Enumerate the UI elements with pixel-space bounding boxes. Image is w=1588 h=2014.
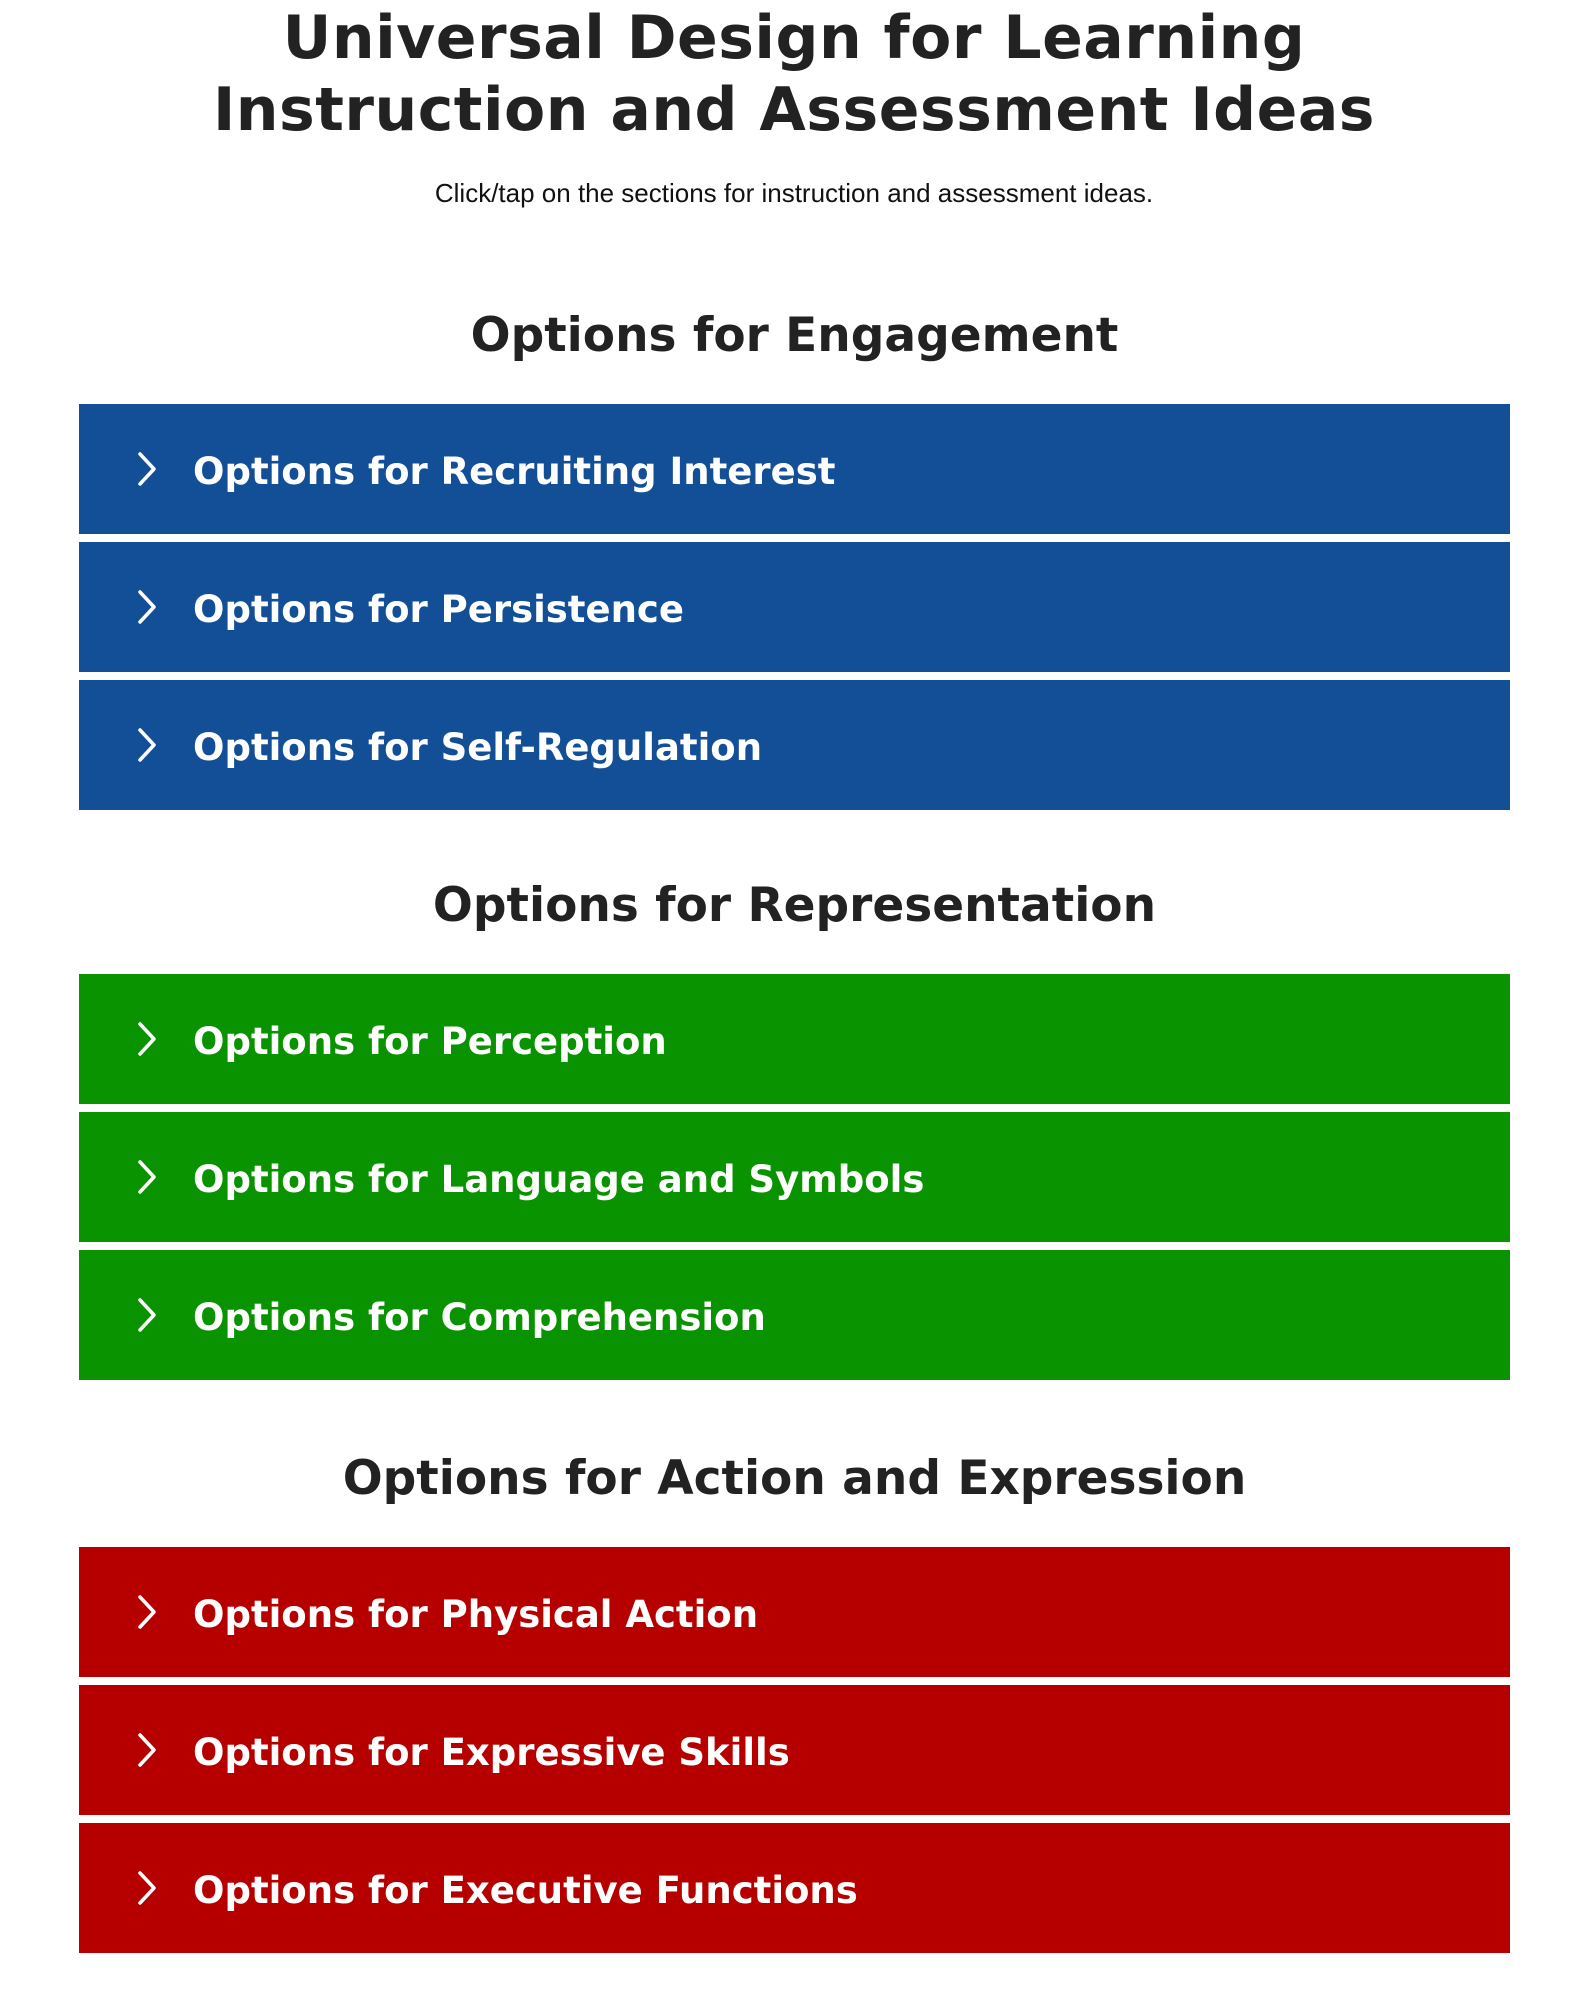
- page-title: [0, 2, 1588, 146]
- accordion-label: Options for Language and Symbols: [193, 1158, 925, 1201]
- accordion-label: Options for Comprehension: [193, 1296, 766, 1339]
- section-engagement: [79, 306, 1510, 818]
- accordion-executive-functions[interactable]: [79, 1823, 1510, 1953]
- accordion-physical-action[interactable]: [79, 1547, 1510, 1677]
- page-subtitle: Click/tap on the sections for instruction and assessment ideas.: [434, 178, 1154, 208]
- chevron-right-icon: [131, 1870, 163, 1906]
- accordion-label: Options for Recruiting Interest: [193, 450, 836, 493]
- chevron-right-icon: [131, 589, 163, 625]
- accordion-self-regulation[interactable]: [79, 680, 1510, 810]
- accordion-label: Options for Persistence: [193, 588, 684, 631]
- chevron-right-icon: [131, 1297, 163, 1333]
- accordion-label: Options for Self-Regulation: [193, 726, 763, 769]
- chevron-right-icon: [131, 727, 163, 763]
- accordion-language-and-symbols[interactable]: [79, 1112, 1510, 1242]
- page-title-line-1: Universal Design for Learning: [282, 3, 1306, 73]
- accordion-label: Options for Executive Functions: [193, 1869, 858, 1912]
- chevron-right-icon: [131, 1159, 163, 1195]
- section-heading-engagement: Options for Engagement: [470, 308, 1119, 363]
- chevron-right-icon: [131, 451, 163, 487]
- accordion-label: Options for Perception: [193, 1020, 667, 1063]
- accordion-recruiting-interest[interactable]: [79, 404, 1510, 534]
- accordion-label: Options for Physical Action: [193, 1593, 759, 1636]
- accordion-expressive-skills[interactable]: [79, 1685, 1510, 1815]
- accordion-persistence[interactable]: [79, 542, 1510, 672]
- accordion-perception[interactable]: [79, 974, 1510, 1104]
- section-heading-representation: Options for Representation: [432, 878, 1157, 933]
- chevron-right-icon: [131, 1021, 163, 1057]
- section-action-and-expression: [79, 1449, 1510, 1961]
- section-representation: [79, 876, 1510, 1388]
- chevron-right-icon: [131, 1594, 163, 1630]
- accordion-comprehension[interactable]: [79, 1250, 1510, 1380]
- accordion-label: Options for Expressive Skills: [193, 1731, 790, 1774]
- chevron-right-icon: [131, 1732, 163, 1768]
- section-heading-action-and-expression: Options for Action and Expression: [342, 1451, 1247, 1506]
- page-title-line-2: Instruction and Assessment Ideas: [212, 75, 1376, 145]
